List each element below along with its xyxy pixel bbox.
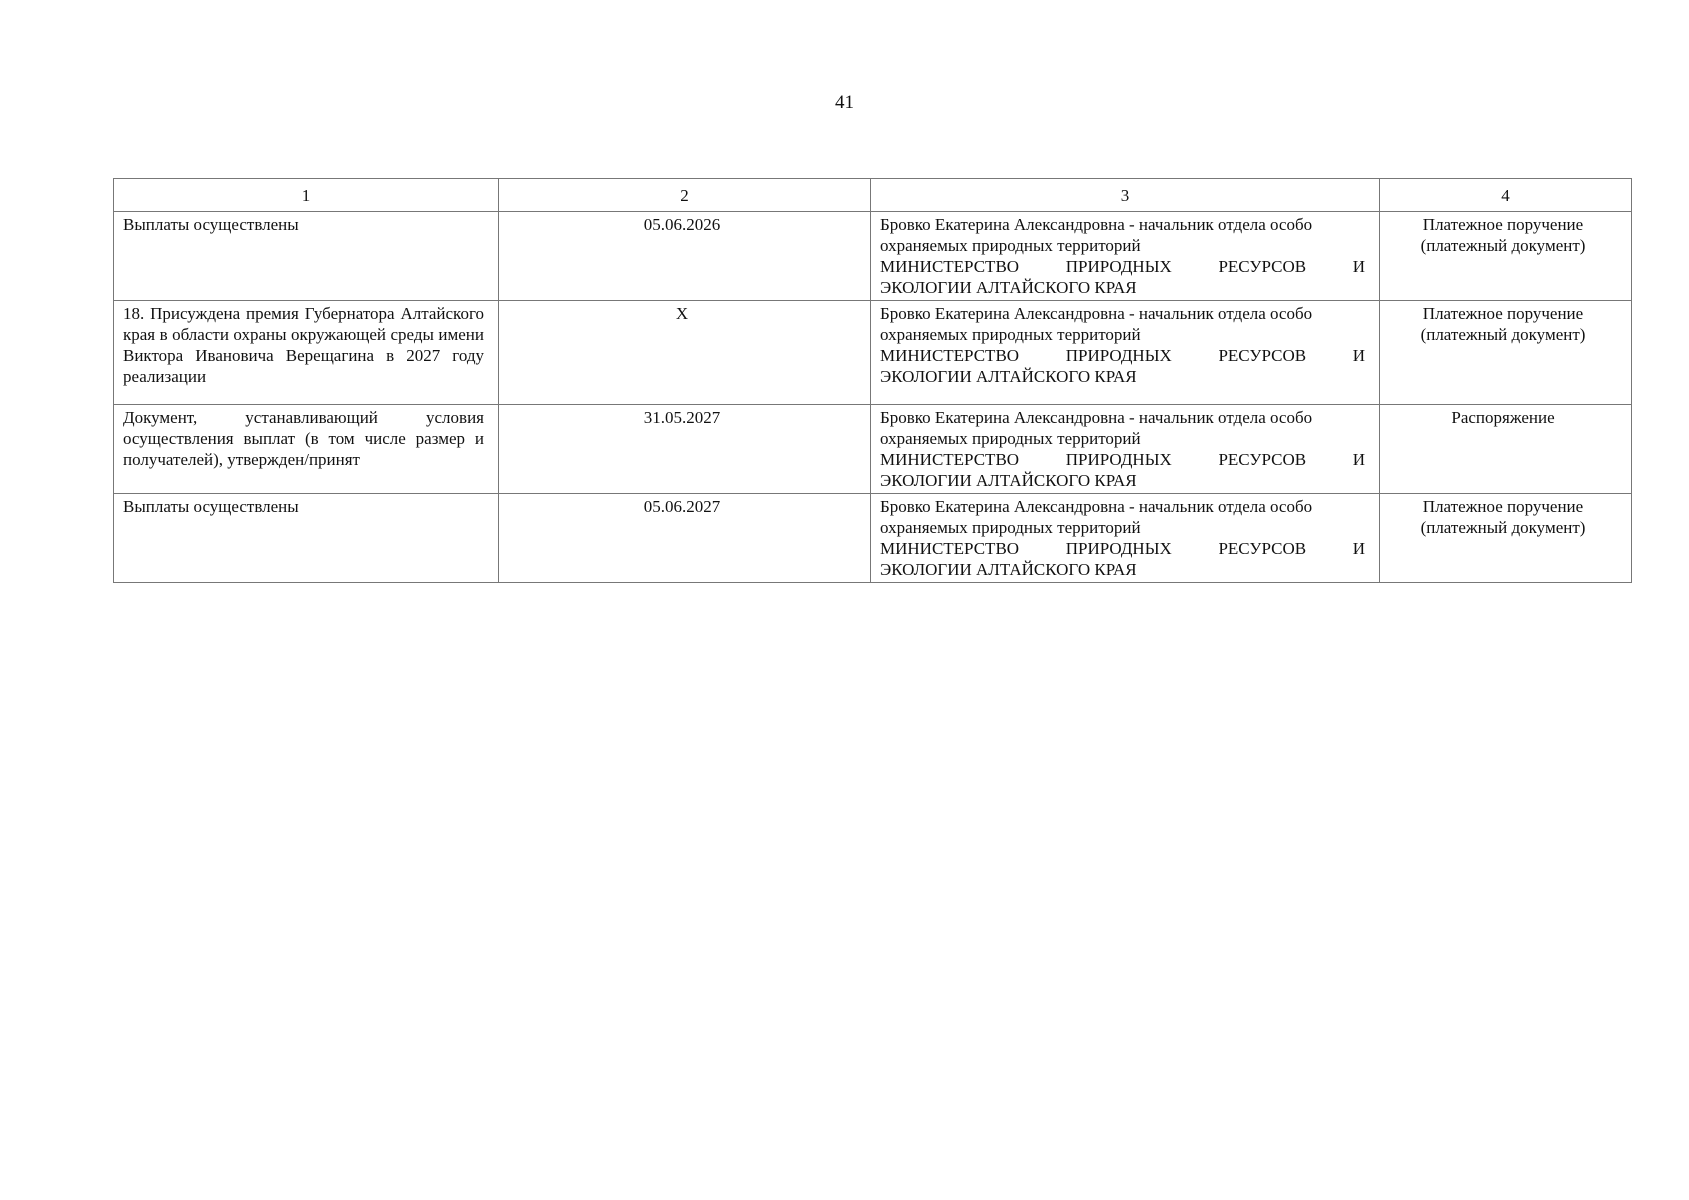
date-cell: 05.06.2027 [499, 494, 871, 583]
responsible-person: Бровко Екатерина Александровна - начальник отдела особо охраняемых природных территорий [880, 497, 1313, 537]
responsible-person: Бровко Екатерина Александровна - начальник отдела особо охраняемых природных территорий [880, 408, 1313, 448]
responsible-person: Бровко Екатерина Александровна - начальник отдела особо охраняемых природных территорий [880, 215, 1313, 255]
document-type-cell: Платежное поручение (платежный документ) [1380, 212, 1632, 301]
responsible-org-cont: ЭКОЛОГИИ АЛТАЙСКОГО КРАЯ [880, 471, 1137, 490]
responsible-org: МИНИСТЕРСТВО ПРИРОДНЫХ РЕСУРСОВ И [880, 450, 1365, 469]
responsible-org-cont: ЭКОЛОГИИ АЛТАЙСКОГО КРАЯ [880, 560, 1137, 579]
column-header-1: 1 [114, 179, 499, 212]
event-cell: 18. Присуждена премия Губернатора Алтайского края в области охраны окружающей среды имени Виктора Ивановича Верещагина в 2027 году реализации [114, 301, 499, 405]
responsible-cell [871, 301, 1380, 405]
date-cell: 31.05.2027 [499, 405, 871, 494]
document-type-cell: Распоряжение [1380, 405, 1632, 494]
table-header-row [114, 179, 1632, 212]
event-cell: Выплаты осуществлены [114, 212, 499, 301]
responsible-org-cont: ЭКОЛОГИИ АЛТАЙСКОГО КРАЯ [880, 278, 1137, 297]
table-row [114, 405, 1632, 494]
responsible-person: Бровко Екатерина Александровна - начальник отдела особо охраняемых природных территорий [880, 304, 1313, 344]
column-header-2: 2 [499, 179, 871, 212]
event-cell: Документ, устанавливающий условия осуществления выплат (в том числе размер и получателей), утвержден/принят [114, 405, 499, 494]
responsible-cell [871, 405, 1380, 494]
column-header-4: 4 [1380, 179, 1632, 212]
table-row [114, 494, 1632, 583]
responsible-cell [871, 212, 1380, 301]
responsible-org: МИНИСТЕРСТВО ПРИРОДНЫХ РЕСУРСОВ И [880, 257, 1365, 276]
responsible-org-cont: ЭКОЛОГИИ АЛТАЙСКОГО КРАЯ [880, 367, 1137, 386]
column-header-3: 3 [871, 179, 1380, 212]
date-cell: X [499, 301, 871, 405]
event-cell: Выплаты осуществлены [114, 494, 499, 583]
document-table [113, 178, 1632, 583]
page-number: 41 [835, 92, 854, 113]
table-row [114, 212, 1632, 301]
document-type-cell: Платежное поручение (платежный документ) [1380, 494, 1632, 583]
document-type-cell: Платежное поручение (платежный документ) [1380, 301, 1632, 405]
responsible-org: МИНИСТЕРСТВО ПРИРОДНЫХ РЕСУРСОВ И [880, 539, 1365, 558]
table-row [114, 301, 1632, 405]
responsible-cell [871, 494, 1380, 583]
date-cell: 05.06.2026 [499, 212, 871, 301]
responsible-org: МИНИСТЕРСТВО ПРИРОДНЫХ РЕСУРСОВ И [880, 346, 1365, 365]
